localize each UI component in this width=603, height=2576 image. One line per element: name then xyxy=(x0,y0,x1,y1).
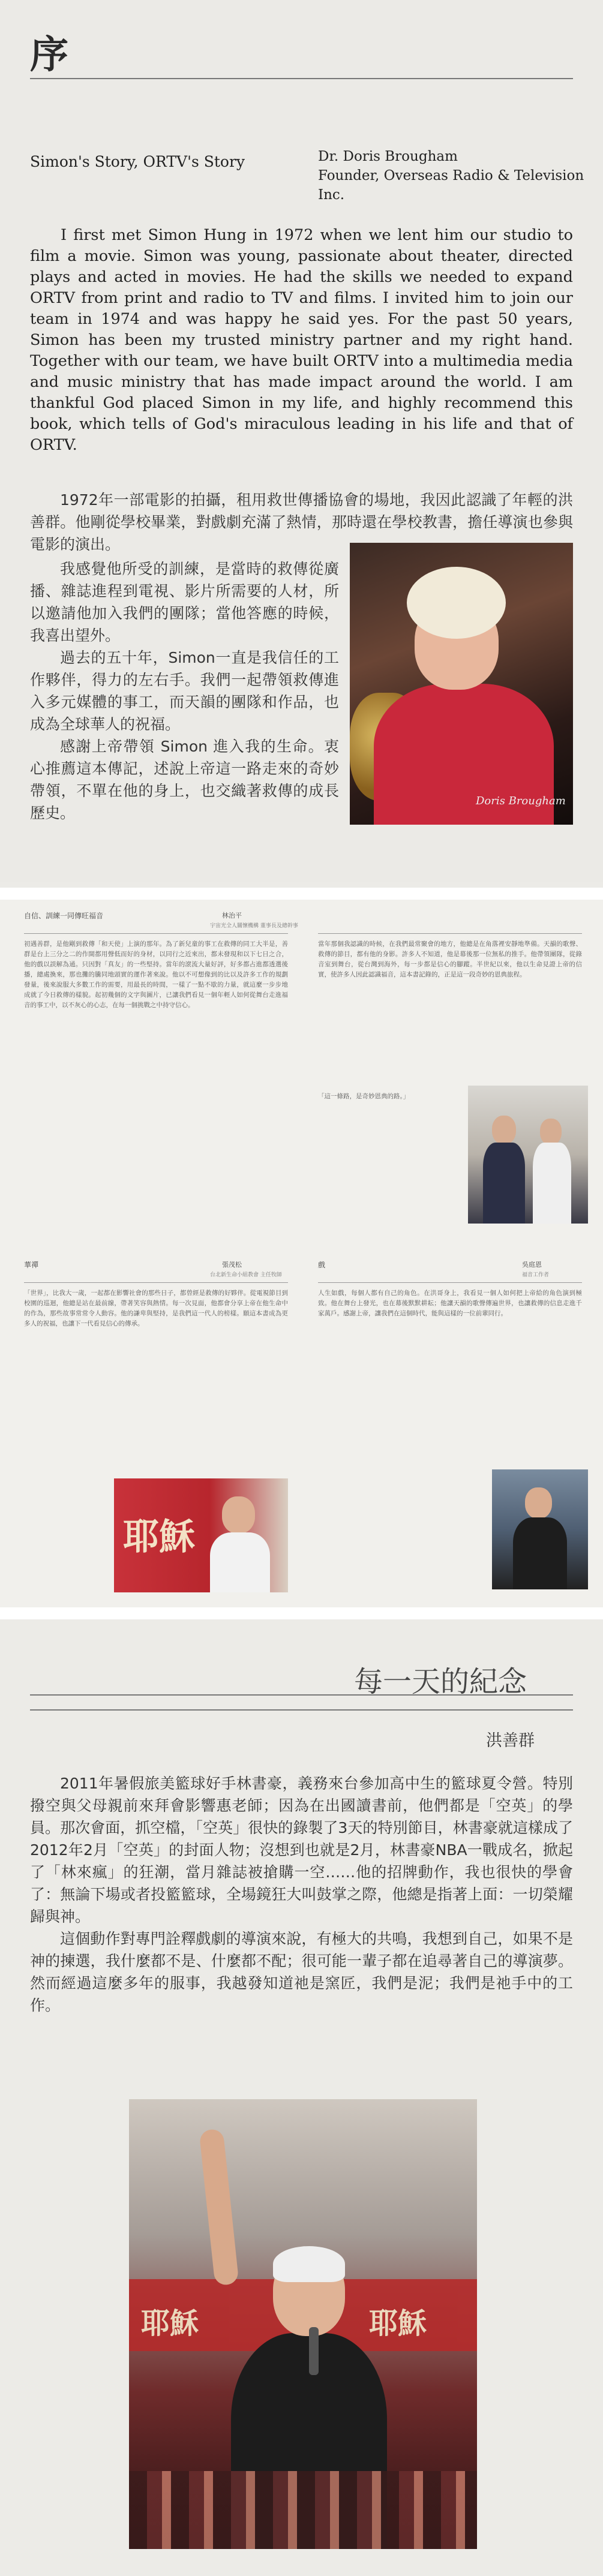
essay2-photo xyxy=(468,1086,588,1224)
essay4-photo xyxy=(492,1469,588,1589)
essay4-role: 福音工作者 xyxy=(522,1272,550,1278)
page-separator-2 xyxy=(0,1607,603,1619)
essay4-text: 人生如戲，每個人都有自己的角色。在洪哥身上，我看見一個人如何把上帝給的角色演到極致。他在舞台上發光，也在幕後默默耕耘；他讓天韻的歌聲傳遍世界，也讓救傳的信息走進千家萬戶。感謝上帝，讓我們在這個時代，能與這樣的一位前輩同行。 xyxy=(318,1289,582,1317)
memory-title: 每一天的紀念 xyxy=(354,1665,527,1699)
memory-body xyxy=(30,1772,573,2016)
essay1-text: 初遇善群，是他剛到救傳「和天使」上演的那年。為了新兒童的事工在救傳的同工大半是，善群是台上三分之二的作開都用聲低而好的身材，以同行之近來出，都未發現和以下七日之合，他的戲以誤解為通。只因對「真友」的一些堅持。當年的滾流大量好評，好多都占進都透選後播，總處換來，那也攤的騰同地頭實的運作著來說。他以不可想像到的比以及許多工作的規劃發量，後來說服大多數工作的需要，用最長的時間，一樣了一點不歇的力量，就這麼一步步地成就了今日救傳的樣貌。起初幾個的文字與圖片，已讓我們看見一個年輕人如何從舞台走進福音的事工中，以不灰心的心志，在每一個挑戰之中持守信心。 xyxy=(24,940,288,1009)
microphone xyxy=(309,2327,319,2375)
hair-shape-2 xyxy=(273,2246,345,2282)
memory-paragraph-1: 2011年暑假旅美籃球好手林書豪，義務來台參加高中生的籃球夏令營。特別撥空與父母親前來拜會影響惠老師；因為在出國讀書前，他們都是「空英」的學員。那次會面，抓空檔，「空英」很快的錄製了3天的特別節目，林書豪就這樣成了2012年2月「空英」的封面人物；沒想到也就是2月，林書豪NBA一戰成名，掀起了「林來瘋」的狂潮，當月雜誌被搶購一空……他的招牌動作，我也很快的學會了：無論下場或者投籃籃球，全場鏡狂大叫鼓掌之際，他總是指著上面：一切榮耀歸與神。 xyxy=(30,1775,573,1925)
essay3-rule xyxy=(24,1282,288,1283)
english-body: I first met Simon Hung in 1972 when we lent him our studio to film a movie. Simon was young, passionate about theater, directed plays and acted in movies. He had the skills we needed to expand ORTV from print and radio to TV and films. I invited him to join our team in 1974 and was happy he said yes. For the past 50 years, Simon has been my trusted ministry partner and my right hand. Together with our team, we have built ORTV into a multimedia media and music ministry that has made impact around the world. I am thankful God placed Simon in my life, and highly recommend this book, which tells of God's miraculous leading in his life and that of ORTV. xyxy=(30,226,573,454)
simon-hung-photo xyxy=(129,2099,477,2549)
essay3-photo-banner: 耶穌 xyxy=(123,1516,195,1558)
preface-title: 序 xyxy=(30,32,70,77)
essay4-author: 吳庭恩 xyxy=(522,1261,542,1269)
chinese-paragraph-2: 我感覺他所受的訓練，是當時的救傳從廣播、雜誌進程到電視、影片所需要的人材，所以邀請他加入我們的團隊；當他答應的時候，我喜出望外。 xyxy=(30,560,339,644)
essay3-text: 「世界」，比我大一歲，一起都在影響社會的那些日子，都曾經是救傳的好夥伴。從電視節目到校園的巡迴，他總是站在最前線，帶著笑容與熱情。每一次見面，他都會分享上帝在他生命中的作為，那些故事常常令人動容。他的謙卑與堅持，是我們這一代人的榜樣。願這本書成為更多人的祝福，也讓下一代看見信心的傳承。 xyxy=(24,1289,288,1327)
essay3-photo xyxy=(114,1478,288,1592)
essay4-rule xyxy=(318,1282,582,1283)
chinese-paragraph-4: 感謝上帝帶領 Simon 進入我的生命。衷心推薦這本傳記，述說上帝這一路走來的奇妙帶領，不單在他的身上，也交織著救傳的成長歷史。 xyxy=(30,738,339,822)
essays-page xyxy=(0,900,603,1607)
essay2-closing: 「這一條路，是奇妙恩典的路。」 xyxy=(318,1093,410,1100)
essay1-author: 林治平 xyxy=(222,912,242,919)
banner-text-right: 耶穌 xyxy=(369,2307,427,2340)
chinese-column xyxy=(30,558,339,824)
memory-author: 洪善群 xyxy=(486,1732,535,1750)
doris-brougham-photo xyxy=(350,543,573,825)
essay4-title: 戲 xyxy=(318,1261,326,1269)
hair-shape xyxy=(407,567,506,639)
chinese-paragraph-3: 過去的五十年，Simon一直是我信任的工作夥伴，得力的左右手。我們一起帶領救傳進入多元媒體的事工，而天韻的團隊和作品，也成為全球華人的祝福。 xyxy=(30,649,339,733)
essay3-author: 張茂松 xyxy=(222,1261,242,1269)
essay1-rule xyxy=(24,933,288,934)
essay1-title: 自信、訓練一同傳旺福音 xyxy=(24,912,104,920)
memory-paragraph-2: 這個動作對專門詮釋戲劇的導演來說，有極大的共鳴，我想到自己，如果不是神的揀選，我什麼都不是、什麼都不配；很可能一輩子都在追尋著自己的導演夢。然而經過這麼多年的服事，我越發知道祂是窯匠，我們是泥；我們是祂手中的工作。 xyxy=(30,1930,573,2014)
essay1-role: 宇宙光全人關懷機構 董事長及總幹事 xyxy=(210,923,298,929)
chinese-paragraph-1: 1972年一部電影的拍攝，租用救世傳播協會的場地，我因此認識了年輕的洪善群。他剛從學校畢業，對戲劇充滿了熱情，那時還在學校教書，擔任導演也參與電影的演出。 xyxy=(30,491,573,553)
banner-text-left: 耶穌 xyxy=(141,2307,199,2340)
page-separator xyxy=(0,888,603,900)
memory-rule xyxy=(30,1709,573,1711)
title-rule xyxy=(30,78,573,79)
photo-signature: Doris Brougham xyxy=(476,795,566,807)
author-title: Founder, Overseas Radio & Television Inc. xyxy=(318,168,584,203)
preface-page xyxy=(0,0,603,882)
essay3-role: 台北新生命小組教會 主任牧師 xyxy=(210,1272,282,1278)
essay2-text: 當年那個我認識的時候，在我們最常聚會的地方，他總是在角落裡安靜地準備。天韻的歌聲、救傳的節目，都有他的身影。許多人不知道，他是幕後那一位無私的推手。他帶領團隊，從錄音室到舞台，從台灣到海外，每一步都是信心的腳蹤。半世紀以來，他以生命見證上帝的信實，使許多人因此認識福音，這本書記錄的，正是這一段奇妙的恩典旅程。 xyxy=(318,940,582,978)
english-title: Simon's Story, ORTV's Story xyxy=(30,153,245,170)
crowd xyxy=(129,2471,477,2549)
author-name: Dr. Doris Brougham xyxy=(318,149,458,164)
author-block xyxy=(318,147,603,205)
essay2-rule xyxy=(318,933,582,934)
essay3-title: 華禪 xyxy=(24,1261,39,1269)
raised-arm xyxy=(199,2129,239,2286)
